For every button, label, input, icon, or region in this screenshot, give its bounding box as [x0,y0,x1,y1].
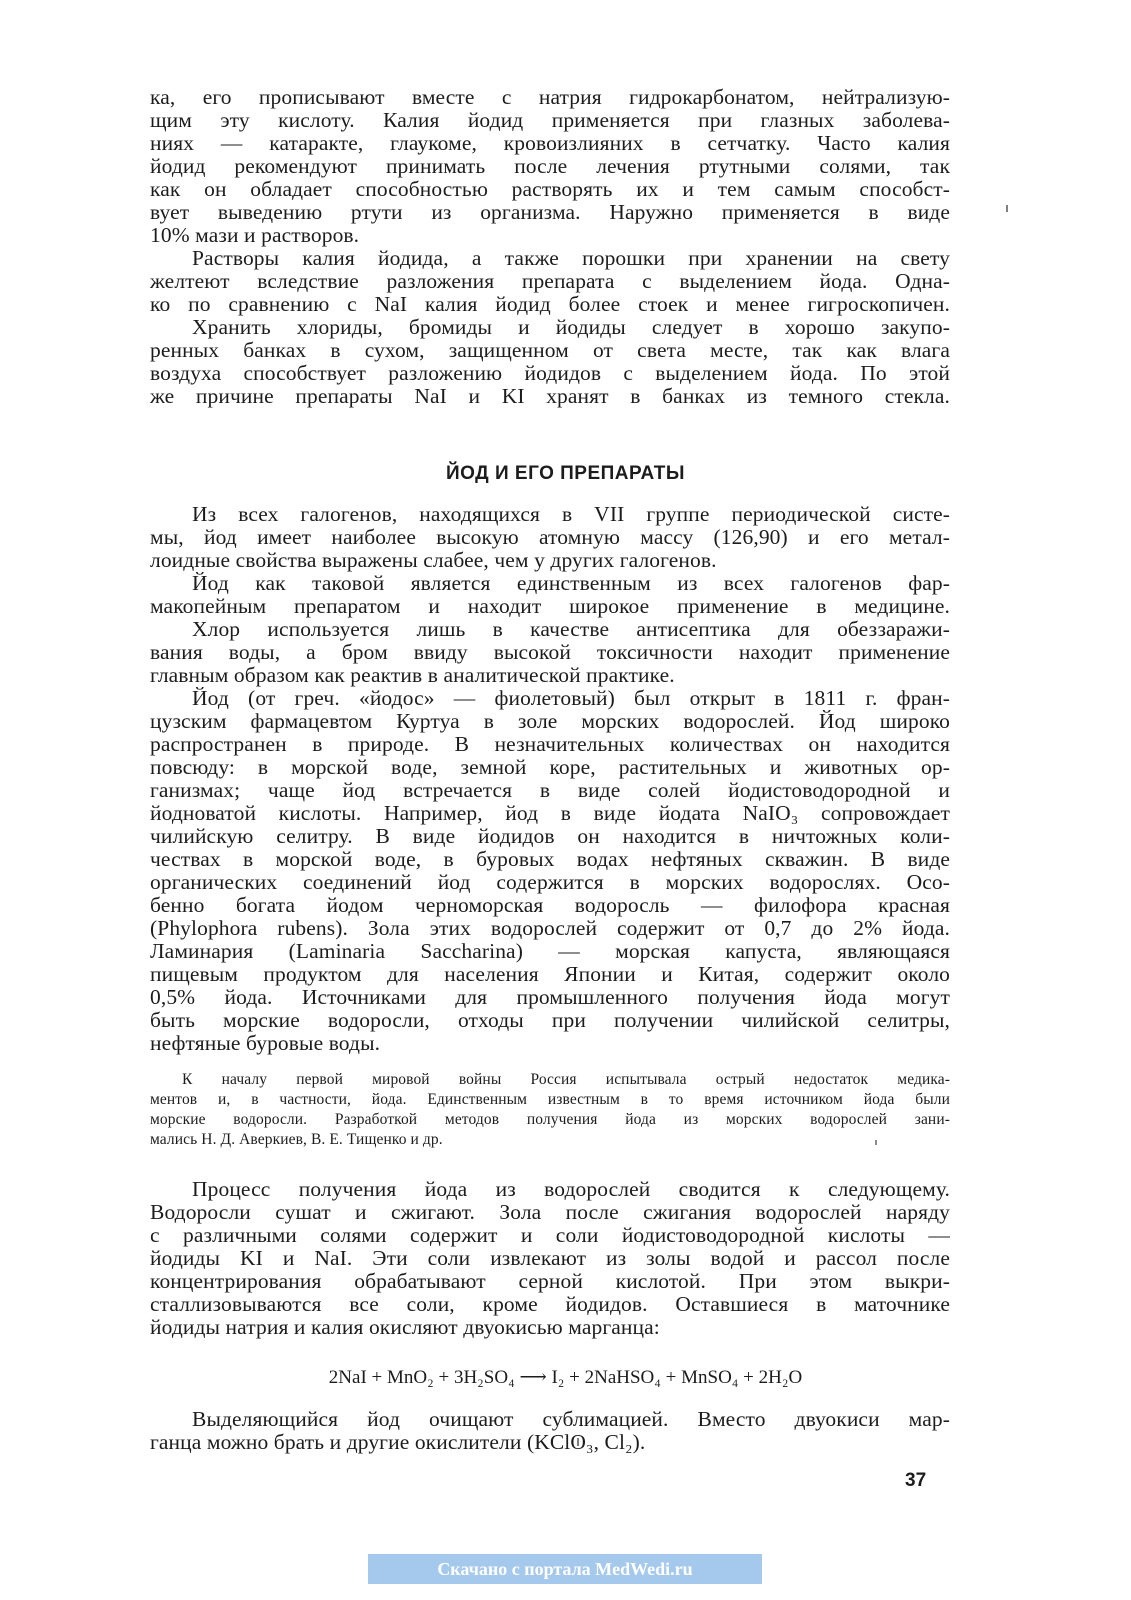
note-line: мались Н. Д. Аверкиев, В. Е. Тищенко и др. [150,1131,443,1148]
text-line: вания воды, а бром ввиду высокой токсичности находит применение [150,640,950,664]
text-line: ниях — катаракте, глаукоме, кровоизлияних в сетчатку. Часто калия [150,131,950,155]
chemical-equation: 2NaI + MnO₂ + 3H₂SO₄ ⟶ I₂ + 2NaHSO₄ + MnSO₄ + 2H₂O [328,1367,803,1388]
text-line: Йод как таковой является единственным из всех галогенов фар- [192,571,950,595]
text-line: как он обладает способностью растворять их и тем самым способст- [150,177,950,201]
text-line: быть морские водоросли, отходы при получении чилийской селитры, [150,1008,950,1032]
text-line: йодид рекомендуют принимать после лечения ртутными солями, так [150,154,950,178]
note-line: ментов и, в частности, йода. Единственным известным в то время источником йода были [150,1091,950,1108]
text-line: Водоросли сушат и сжигают. Зола после сжигания водорослей наряду [150,1200,950,1224]
text-line: чествах в морской воде, в буровых водах нефтяных скважин. В виде [150,847,950,871]
text-line: йодиды натрия и калия окисляют двуокисью марганца: [150,1315,660,1339]
note-line: морские водоросли. Разработкой методов получения йода из морских водорослей зани- [150,1111,950,1128]
text-line: мы, йод имеет наиболее высокую атомную массу (126,90) и его метал- [150,525,950,549]
text-line: 0,5% йода. Источниками для промышленного получения йода могут [150,985,950,1009]
text-line: йодноватой кислоты. Например, йод в виде йодата NaIO₃ сопровождает [150,801,950,825]
text-line: (Phylophora rubens). Зола этих водорослей содержит от 0,7 до 2% йода. [150,916,950,940]
text-line: ганизмах; чаще йод встречается в виде солей йодистоводородной и [150,778,950,802]
text-line: органических соединений йод содержится в морских водорослях. Осо- [150,870,950,894]
text-line: ко по сравнению с NaI калия йодид более стоек и менее гигроскопичен. [150,292,950,316]
text-line: Хлор используется лишь в качестве антисептика для обеззаражи- [192,617,950,641]
text-line: сталлизовываются все соли, кроме йодидов. Оставшиеся в маточнике [150,1292,950,1316]
text-line: Из всех галогенов, находящихся в VII группе периодической систе- [192,502,950,526]
text-line: макопейным препаратом и находит широкое применение в медицине. [150,594,950,618]
text-line: желтеют вследствие разложения препарата с выделением йода. Одна- [150,269,950,293]
text-line: ка, его прописывают вместе с натрия гидрокарбонатом, нейтрализую- [150,85,950,109]
page-number: 37 [905,1470,927,1491]
section-heading: ЙОД И ЕГО ПРЕПАРАТЫ [445,463,686,484]
text-line: вует выведению ртути из организма. Наружно применяется в виде [150,200,950,224]
text-line: Йод (от греч. «йодос» — фиолетовый) был открыт в 1811 г. фран- [192,686,950,710]
text-line: ренных банках в сухом, защищенном от света месте, так как влага [150,338,950,362]
text-line: Хранить хлориды, бромиды и йодиды следует в хорошо закупо- [192,315,950,339]
text-line: 10% мази и растворов. [150,223,360,247]
text-line: главным образом как реактив в аналитической практике. [150,663,675,687]
text-line: Процесс получения йода из водорослей сводится к следующему. [192,1177,950,1201]
text-line: бенно богата йодом черноморская водоросль — филофора красная [150,893,950,917]
text-line: с различными солями содержит и соли йодистоводородной кислоты — [150,1223,950,1247]
text-line: концентрирования обрабатывают серной кислотой. При этом выкри- [150,1269,950,1293]
text-line: повсюду: в морской воде, земной коре, растительных и животных ор- [150,755,950,779]
text-line: нефтяные буровые воды. [150,1031,381,1055]
text-line: чилийскую селитру. В виде йодидов он находится в ничтожных коли- [150,824,950,848]
text-line: же причине препараты NaI и KI хранят в банках из темного стекла. [150,384,950,408]
text-line: Выделяющийся йод очищают сублимацией. Вместо двуокиси мар- [192,1407,950,1431]
note-line: К началу первой мировой войны Россия испытывала острый недостаток медика- [182,1071,950,1088]
text-line: распространен в природе. В незначительных количествах он находится [150,732,950,756]
text-line: Растворы калия йодида, а также порошки при хранении на свету [192,246,950,270]
text-line: пищевым продуктом для населения Японии и Китая, содержит около [150,962,950,986]
text-line: Ламинария (Laminaria Saccharina) — морская капуста, являющаяся [150,939,950,963]
text-line: ганца можно брать и другие окислители (KClO₃, Cl₂). [150,1430,646,1454]
watermark-banner: Скачано с портала MedWedi.ru [368,1554,762,1584]
text-line: лоидные свойства выражены слабее, чем у других галогенов. [150,548,717,572]
text-line: йодиды KI и NaI. Эти соли извлекают из золы водой и рассол после [150,1246,950,1270]
text-line: воздуха способствует разложению йодидов с выделением йода. По этой [150,361,950,385]
text-line: цузским фармацевтом Куртуа в золе морских водорослей. Йод широко [150,709,950,733]
text-line: щим эту кислоту. Калия йодид применяется при глазных заболева- [150,108,950,132]
